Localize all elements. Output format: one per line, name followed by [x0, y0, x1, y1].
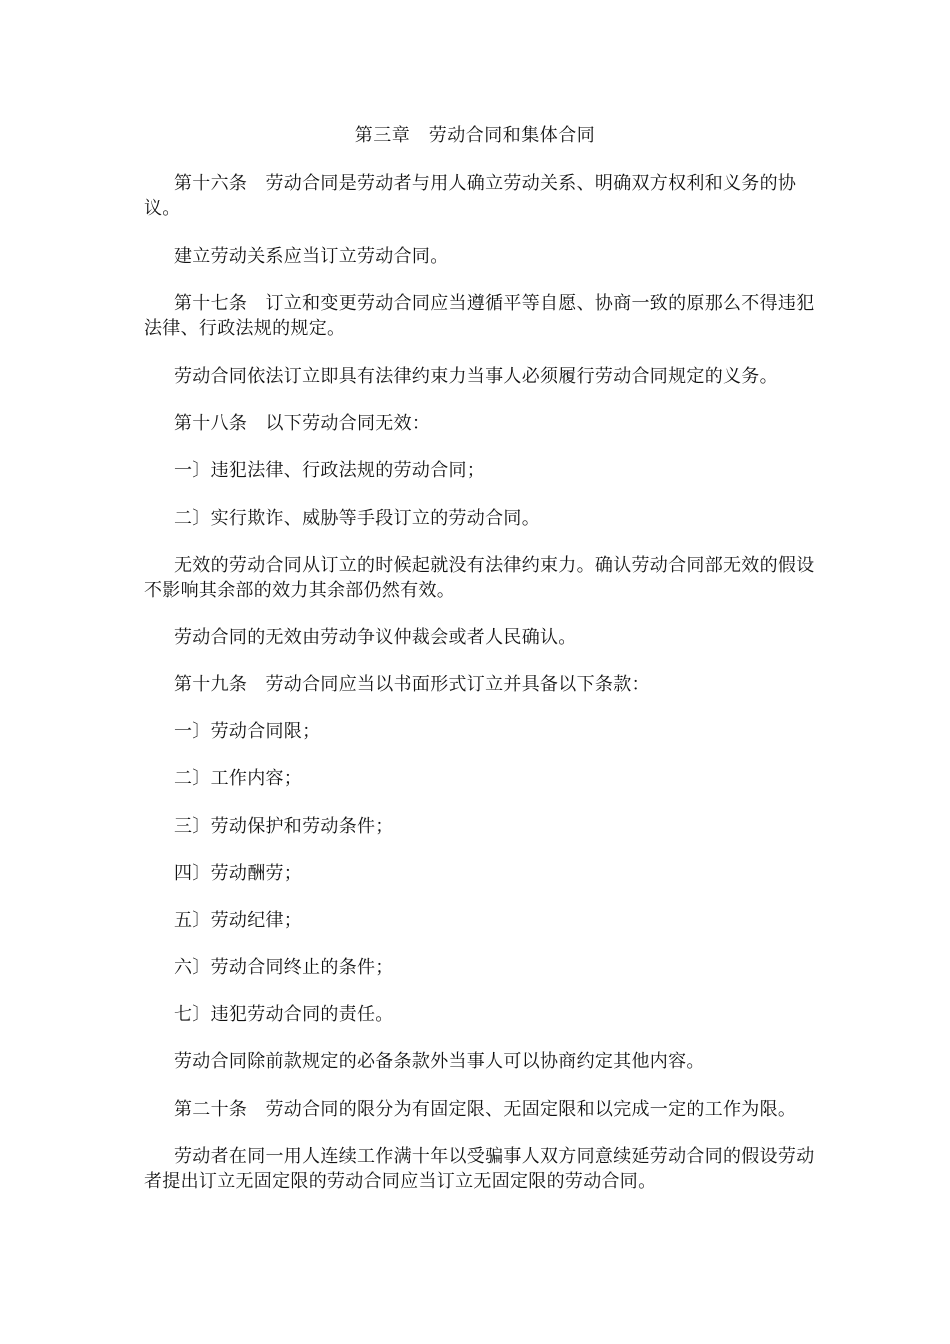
list-item: 二〕工作内容；: [174, 768, 303, 789]
paragraph-article-16: 第十六条 劳动合同是劳动者与用人确立劳动关系、明确双方权利和义务的协议。: [144, 173, 797, 219]
list-item: 七〕违犯劳动合同的责任。: [174, 1004, 394, 1025]
list-item: 四〕劳动酬劳；: [174, 863, 303, 884]
paragraph: 劳动合同除前款规定的必备条款外当事人可以协商约定其他内容。: [174, 1051, 705, 1072]
paragraph: 劳动合同依法订立即具有法律约束力当事人必须履行劳动合同规定的义务。: [174, 366, 778, 387]
paragraph-article-18: 第十八条 以下劳动合同无效：: [174, 413, 431, 434]
paragraph: 无效的劳动合同从订立的时候起就没有法律约束力。确认劳动合同部无效的假设不影响其余部的效力其余部仍然有效。: [144, 555, 815, 601]
paragraph-article-17: 第十七条 订立和变更劳动合同应当遵循平等自愿、协商一致的原那么不得违犯法律、行政法规的规定。: [144, 293, 815, 339]
paragraph-article-19: 第十九条 劳动合同应当以书面形式订立并具备以下条款：: [174, 674, 650, 695]
paragraph: 建立劳动关系应当订立劳动合同。: [174, 246, 449, 267]
list-item: 五〕劳动纪律；: [174, 910, 303, 931]
paragraph-article-20: 第二十条 劳动合同的限分为有固定限、无固定限和以完成一定的工作为限。: [174, 1099, 797, 1120]
paragraph: 劳动合同的无效由劳动争议仲裁会或者人民确认。: [174, 627, 577, 648]
list-item: 一〕劳动合同限；: [174, 721, 321, 742]
paragraph: 劳动者在同一用人连续工作满十年以受骗事人双方同意续延劳动合同的假设劳动者提出订立无固定限的劳动合同应当订立无固定限的劳动合同。: [144, 1146, 815, 1192]
list-item: 三〕劳动保护和劳动条件；: [174, 816, 394, 837]
list-item: 一〕违犯法律、行政法规的劳动合同；: [174, 460, 486, 481]
list-item: 六〕劳动合同终止的条件；: [174, 957, 394, 978]
chapter-title: 第三章 劳动合同和集体合同: [354, 125, 596, 146]
list-item: 二〕实行欺诈、威胁等手段订立的劳动合同。: [174, 508, 540, 529]
